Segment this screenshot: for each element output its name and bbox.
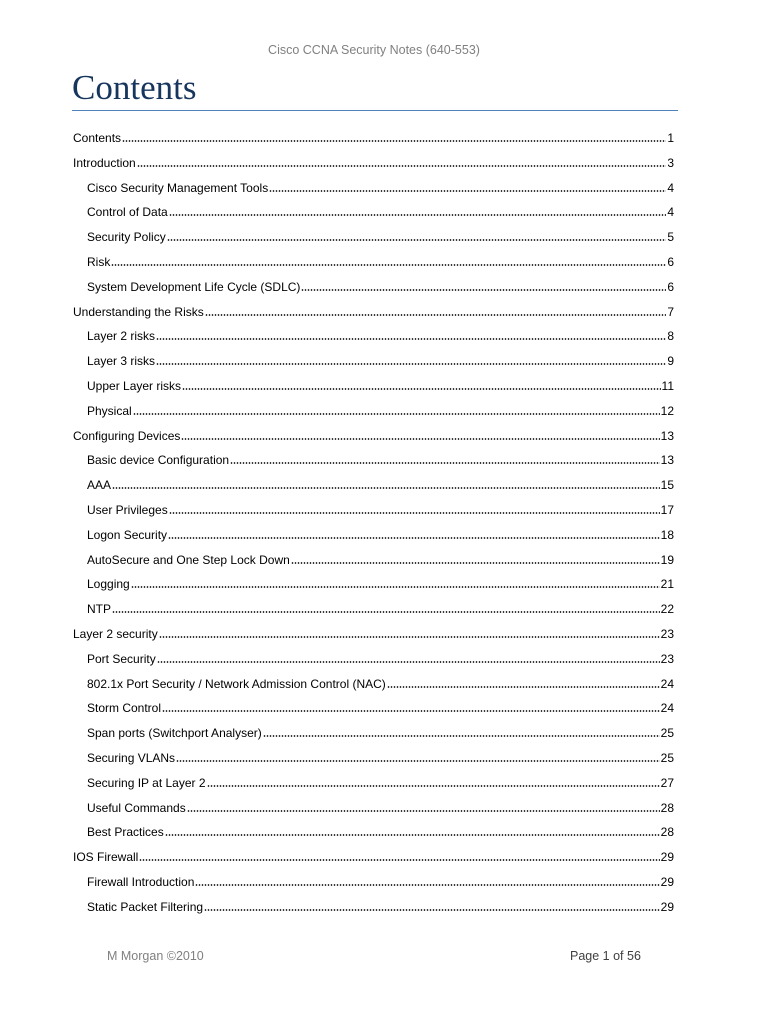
toc-entry[interactable] [87,572,674,592]
toc-dot-leader [137,164,667,168]
toc-entry-label: Port Security [87,651,156,666]
page-title: Contents [72,68,197,107]
toc-entry[interactable] [87,200,674,220]
toc-dot-leader [263,734,660,738]
toc-dot-leader [195,883,659,887]
toc-entry-label: Configuring Devices [73,428,181,443]
toc-entry[interactable] [87,523,674,543]
toc-entry[interactable] [87,498,674,518]
toc-entry-label: Firewall Introduction [87,875,195,889]
toc-entry-page: 24 [660,676,674,691]
toc-entry-page: 6 [667,255,674,269]
toc-entry-label: Layer 2 security [73,627,158,641]
toc-entry[interactable] [87,696,674,716]
toc-dot-leader [165,833,660,837]
toc-entry-label: System Development Life Cycle (SDLC) [87,279,301,294]
toc-entry[interactable] [87,374,674,394]
toc-entry[interactable] [73,151,674,171]
toc-dot-leader [169,213,667,217]
toc-entry[interactable] [87,820,674,840]
toc-entry-label: Security Policy [87,230,166,245]
toc-dot-leader [205,313,667,317]
toc-dot-leader [162,709,660,713]
toc-dot-leader [207,784,660,788]
toc-entry-label: Best Practices [87,825,164,840]
toc-dot-leader [301,288,666,292]
toc-entry[interactable] [87,473,674,493]
toc-entry[interactable] [87,448,674,468]
toc-entry-label: Span ports (Switchport Analyser) [87,726,262,741]
toc-entry-page: 25 [660,751,674,765]
toc-entry-page: 4 [667,180,674,195]
toc-dot-leader [122,139,666,143]
toc-entry-page: 15 [660,478,674,493]
toc-dot-leader [156,362,666,366]
toc-entry[interactable] [87,647,674,667]
toc-entry[interactable] [73,424,674,444]
toc-dot-leader [111,263,666,267]
toc-dot-leader [131,585,660,589]
toc-entry-label: Storm Control [87,701,162,716]
toc-entry[interactable] [87,746,674,766]
toc-dot-leader [387,685,660,689]
toc-entry-page: 28 [660,825,674,840]
toc-entry-page: 4 [667,205,674,220]
toc-entry-page: 7 [667,304,674,319]
toc-entry-page: 28 [660,800,674,815]
toc-entry-page: 19 [660,552,674,567]
toc-dot-leader [156,337,666,341]
toc-entry[interactable] [87,771,674,791]
toc-entry-page: 13 [660,428,674,443]
toc-dot-leader [167,238,667,242]
toc-entry-page: 29 [660,850,674,865]
toc-entry-page: 1 [667,131,674,145]
toc-entry[interactable] [73,622,674,642]
toc-entry-label: IOS Firewall [73,850,139,865]
toc-entry[interactable] [87,895,674,915]
toc-entry[interactable] [87,275,674,295]
toc-entry-page: 25 [660,726,674,741]
toc-dot-leader [159,635,660,639]
toc-entry[interactable] [87,796,674,816]
toc-dot-leader [157,660,660,664]
toc-entry[interactable] [87,870,674,890]
toc-entry[interactable] [73,300,674,320]
toc-entry[interactable] [87,597,674,617]
toc-entry-page: 29 [660,875,674,889]
toc-entry-page: 5 [667,230,674,245]
toc-entry-label: Cisco Security Management Tools [87,180,269,195]
toc-dot-leader [291,561,660,565]
toc-entry-page: 24 [660,701,674,716]
footer-page-number: Page 1 of 56 [570,949,641,963]
toc-entry-label: 802.1x Port Security / Network Admission Control (NAC) [87,676,386,691]
toc-entry-label: AutoSecure and One Step Lock Down [87,552,290,567]
toc-entry-label: Risk [87,255,111,269]
toc-entry[interactable] [87,250,674,270]
toc-entry-label: Understanding the Risks [73,304,204,319]
toc-entry-page: 11 [661,379,674,393]
toc-dot-leader [168,536,660,540]
toc-dot-leader [112,486,660,490]
toc-entry-label: Upper Layer risks [87,379,182,393]
toc-dot-leader [133,412,660,416]
toc-entry[interactable] [73,126,674,146]
toc-dot-leader [182,387,661,391]
toc-dot-leader [204,908,660,912]
toc-entry-label: Contents [73,131,122,145]
toc-entry-label: User Privileges [87,503,168,517]
toc-entry-label: NTP [87,602,111,617]
toc-dot-leader [187,809,660,813]
toc-entry-label: Logon Security [87,527,168,542]
toc-entry-page: 22 [660,602,674,617]
toc-entry[interactable] [87,225,674,245]
toc-entry-label: Securing VLANs [87,751,176,765]
toc-entry[interactable] [87,672,674,692]
toc-entry-page: 17 [660,503,674,517]
toc-dot-leader [181,437,659,441]
toc-entry[interactable] [87,548,674,568]
toc-entry[interactable] [87,324,674,344]
toc-entry-label: Control of Data [87,205,168,220]
footer-author: M Morgan ©2010 [107,949,204,963]
toc-entry-page: 21 [660,577,674,592]
toc-entry-label: AAA [87,478,112,493]
toc-entry-label: Layer 2 risks [87,329,156,344]
toc-entry-page: 8 [667,329,674,344]
toc-entry[interactable] [87,399,674,419]
toc-entry-page: 13 [660,453,674,468]
toc-dot-leader [176,759,660,763]
title-underline [72,110,678,111]
toc-entry[interactable] [73,845,674,865]
toc-dot-leader [230,461,660,465]
toc-entry-label: Basic device Configuration [87,453,230,468]
toc-dot-leader [112,610,660,614]
toc-entry-label: Static Packet Filtering [87,899,204,914]
toc-dot-leader [169,511,660,515]
toc-entry-page: 27 [660,775,674,790]
toc-entry-page: 3 [667,155,674,170]
toc-entry-page: 23 [660,651,674,666]
toc-entry-page: 23 [660,627,674,641]
toc-entry-page: 6 [667,279,674,294]
toc-entry-page: 29 [660,899,674,914]
toc-entry-page: 9 [667,354,674,369]
toc-entry-label: Logging [87,577,130,592]
toc-entry-page: 18 [660,527,674,542]
toc-dot-leader [269,189,666,193]
toc-entry-page: 12 [660,403,674,418]
toc-entry[interactable] [87,349,674,369]
toc-entry[interactable] [87,176,674,196]
toc-dot-leader [139,858,659,862]
toc-entry-label: Layer 3 risks [87,354,156,369]
toc-entry[interactable] [87,721,674,741]
toc-entry-label: Useful Commands [87,800,186,815]
toc-entry-label: Securing IP at Layer 2 [87,775,206,790]
running-header: Cisco CCNA Security Notes (640-553) [268,43,480,57]
toc-entry-label: Introduction [73,155,136,170]
toc-entry-label: Physical [87,403,132,418]
